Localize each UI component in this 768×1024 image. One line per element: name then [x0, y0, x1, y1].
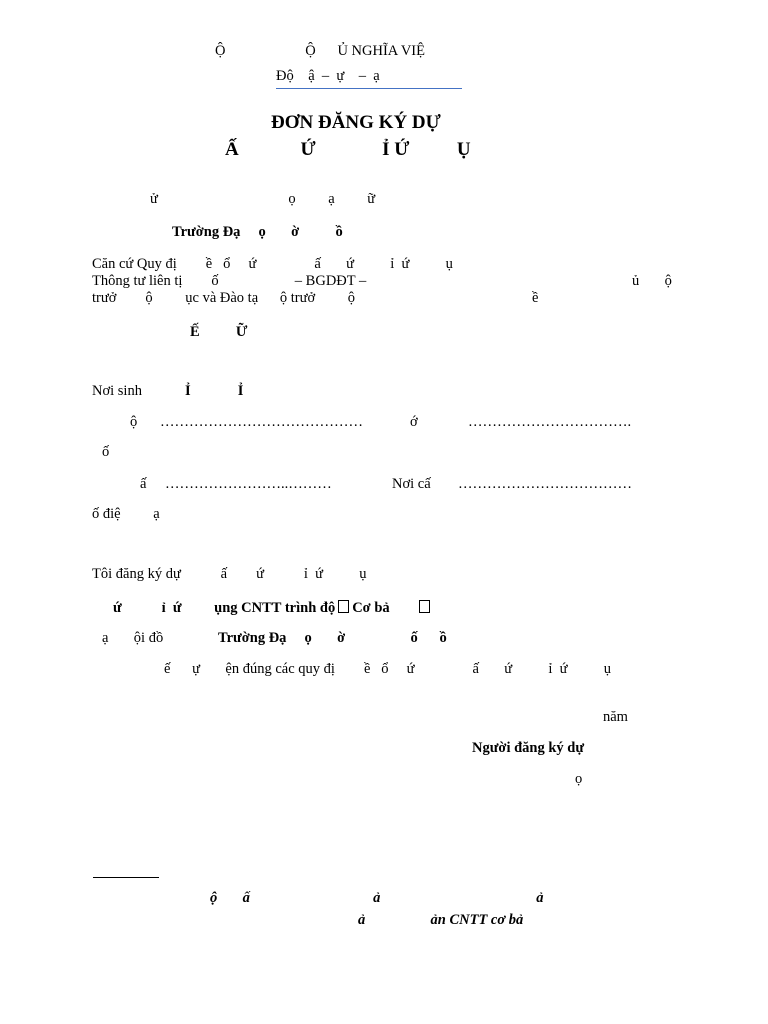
option-basic-label: Cơ bả [352, 600, 390, 616]
field-row3-dots[interactable]: ……………………..……… [165, 476, 332, 492]
birthplace-label: Nơi sinh [92, 383, 142, 399]
checkbox-advanced-level[interactable] [419, 600, 430, 613]
addressee-line1: ử ọ ạ ữ [150, 191, 376, 207]
basis-line2: Thông tư liên tị ố – BGDĐT – [92, 273, 367, 289]
field-row3-label: ấ [140, 476, 147, 492]
signer-title: Người đăng ký dự [472, 740, 585, 756]
header-underline [276, 88, 462, 89]
field-row2-label: ố [102, 444, 110, 460]
section-heading: Ế Ữ [190, 324, 248, 340]
form-title-line2: Ấ Ứ Ỉ Ứ Ụ [225, 139, 471, 160]
form-title-line1: ĐƠN ĐĂNG KÝ DỰ [271, 112, 441, 133]
field-row3-dots2[interactable]: ……………………………… [458, 476, 632, 492]
birthplace-values: Ỉ Ỉ [185, 383, 244, 399]
field-row4-label: ố điệ ạ [92, 506, 160, 522]
basis-line3: trưở ộ ục và Đào tạ ộ trưở ộ [92, 290, 356, 306]
signer-note: ọ [575, 771, 583, 787]
field-row1-dots2[interactable]: ……………………………. [468, 414, 632, 430]
field-row1-label: ộ [130, 414, 138, 430]
basis-line3-right: ề [532, 290, 539, 306]
footnote-line1: ộ ấ ả ả [210, 890, 544, 906]
national-motto-line2: Độ ậ – ự – ạ [276, 68, 380, 84]
registration-line1: Tôi đăng ký dự ấ ứ ỉ ứ ụ [92, 566, 367, 582]
registration-line3-b: Trường Đạ ọ ờ ố ồ [218, 630, 447, 646]
addressee-university: Trường Đạ ọ ờ ồ [172, 224, 343, 240]
checkbox-basic-level[interactable] [338, 600, 349, 613]
date-line: năm [603, 709, 628, 725]
basis-line2-right: ủ ộ [632, 273, 672, 289]
footnote-separator [93, 877, 159, 878]
registration-line4: ế ự ện đúng các quy đị ề ổ ứ ấ ứ ỉ ứ ụ [164, 661, 612, 677]
basis-line1: Căn cứ Quy đị ề ổ ứ ấ ứ ỉ ứ ụ [92, 256, 453, 272]
national-motto-line1: Ộ Ộ Ủ NGHĨA VIỆ [215, 43, 425, 59]
registration-line2 [113, 600, 433, 617]
field-row1-mid-label: ớ [410, 414, 418, 430]
registration-level-text: ứ ỉ ứ ụng CNTT trình độ [113, 600, 336, 616]
field-row1-dots[interactable]: …………………………………… [160, 414, 363, 430]
field-row3-mid-label: Nơi cấ [392, 476, 431, 492]
footnote-line2: ả ản CNTT cơ bả [358, 912, 524, 928]
registration-line3-a: ạ ội đồ [102, 630, 164, 646]
